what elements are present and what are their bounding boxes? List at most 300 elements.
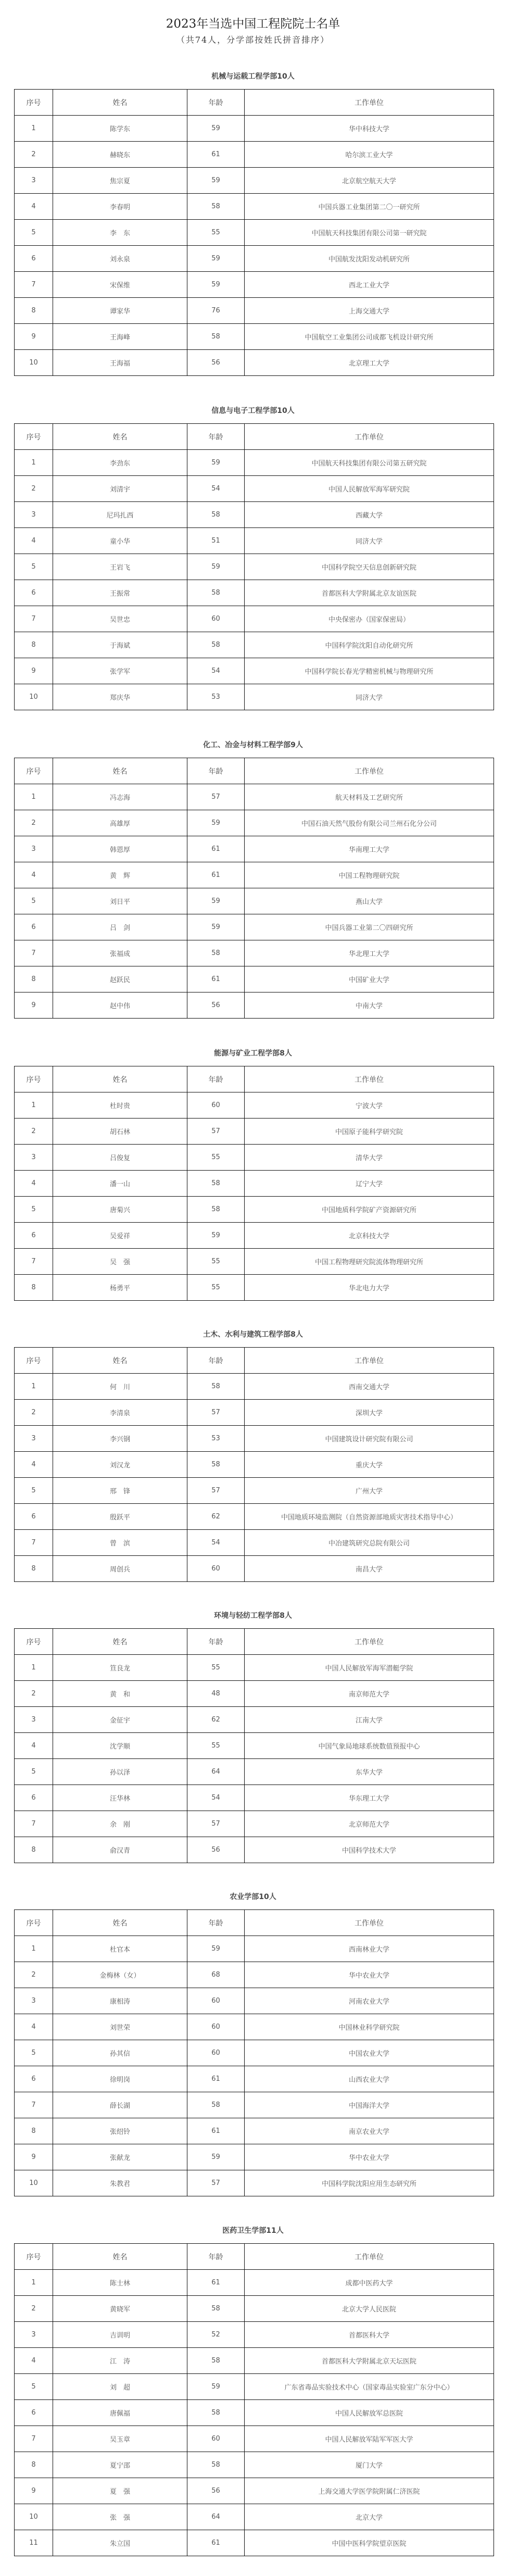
row-index: 7: [15, 1811, 53, 1837]
table-row: [15, 1504, 494, 1530]
row-index: 9: [15, 2478, 53, 2504]
member-organization: 重庆大学: [245, 1452, 494, 1478]
table-row: [15, 992, 494, 1019]
member-age: 56: [187, 350, 245, 376]
member-organization: 中国人民解放军陆军军医大学: [245, 2426, 494, 2452]
row-index: 3: [15, 1988, 53, 2014]
member-age: 52: [187, 2322, 245, 2348]
column-header-age: 年龄: [187, 1910, 245, 1936]
member-name: 殷跃平: [53, 1504, 187, 1530]
table-header-row: [15, 424, 494, 450]
member-age: 55: [187, 1145, 245, 1171]
column-header-index: 序号: [15, 758, 53, 784]
table-row: [15, 1811, 494, 1837]
member-age: 57: [187, 2170, 245, 2196]
column-header-organization: 工作单位: [245, 424, 494, 450]
row-index: 2: [15, 1962, 53, 1988]
member-organization: 中国地质环境监测院（自然资源部地质灾害技术指导中心）: [245, 1504, 494, 1530]
member-age: 55: [187, 1275, 245, 1301]
table-row: [15, 2478, 494, 2504]
member-age: 60: [187, 2014, 245, 2040]
member-age: 61: [187, 2270, 245, 2296]
table-row: [15, 1119, 494, 1145]
table-row: [15, 632, 494, 658]
row-index: 2: [15, 1119, 53, 1145]
member-organization: 西藏大学: [245, 502, 494, 528]
member-name: 黄 辉: [53, 862, 187, 888]
table-row: [15, 476, 494, 502]
member-age: 59: [187, 888, 245, 914]
table-row: [15, 1197, 494, 1223]
member-age: 59: [187, 914, 245, 940]
column-header-organization: 工作单位: [245, 1348, 494, 1374]
row-index: 8: [15, 1275, 53, 1301]
table-row: [15, 1707, 494, 1733]
row-index: 1: [15, 116, 53, 142]
member-name: 赫晓东: [53, 142, 187, 168]
row-index: 2: [15, 810, 53, 836]
row-index: 1: [15, 450, 53, 476]
table-row: [15, 2504, 494, 2530]
member-organization: 宁波大学: [245, 1092, 494, 1119]
row-index: 7: [15, 606, 53, 632]
member-age: 59: [187, 1223, 245, 1249]
column-header-age: 年龄: [187, 1066, 245, 1092]
member-age: 60: [187, 1092, 245, 1119]
member-name: 赵中伟: [53, 992, 187, 1019]
member-age: 61: [187, 836, 245, 862]
member-age: 54: [187, 1530, 245, 1556]
table-row: [15, 1962, 494, 1988]
table-row: [15, 966, 494, 992]
member-name: 王振常: [53, 580, 187, 606]
member-name: 邢 锋: [53, 1478, 187, 1504]
member-organization: 西北工业大学: [245, 272, 494, 298]
table-row: [15, 1681, 494, 1707]
table-row: [15, 1837, 494, 1863]
column-header-organization: 工作单位: [245, 1910, 494, 1936]
row-index: 4: [15, 2348, 53, 2374]
row-index: 1: [15, 784, 53, 810]
row-index: 1: [15, 1936, 53, 1962]
member-age: 60: [187, 2426, 245, 2452]
table-row: [15, 2144, 494, 2170]
member-organization: 广东省毒品实验技术中心（国家毒品实验室广东分中心）: [245, 2374, 494, 2400]
row-index: 8: [15, 2118, 53, 2144]
row-index: 4: [15, 1452, 53, 1478]
row-index: 10: [15, 350, 53, 376]
row-index: 11: [15, 2530, 53, 2556]
table-row: [15, 1426, 494, 1452]
member-age: 58: [187, 2452, 245, 2478]
member-organization: 厦门大学: [245, 2452, 494, 2478]
member-organization: 首都医科大学附属北京友谊医院: [245, 580, 494, 606]
row-index: 6: [15, 2400, 53, 2426]
table-row: [15, 2092, 494, 2118]
member-age: 61: [187, 142, 245, 168]
member-age: 59: [187, 272, 245, 298]
row-index: 6: [15, 246, 53, 272]
member-age: 58: [187, 2296, 245, 2322]
member-age: 56: [187, 992, 245, 1019]
member-name: 金梅林（女）: [53, 1962, 187, 1988]
section-heading: 医药卫生学部11人: [222, 2227, 284, 2235]
member-name: 张福成: [53, 940, 187, 966]
member-age: 59: [187, 2144, 245, 2170]
member-age: 61: [187, 2118, 245, 2144]
member-organization: 中国兵器工业第二〇四研究所: [245, 914, 494, 940]
member-name: 俞汉青: [53, 1837, 187, 1863]
member-organization: 首都医科大学: [245, 2322, 494, 2348]
member-age: 54: [187, 476, 245, 502]
member-organization: 中国科学技术大学: [245, 1837, 494, 1863]
table-row: [15, 528, 494, 554]
member-name: 王海福: [53, 350, 187, 376]
member-age: 54: [187, 658, 245, 684]
roster-table: [14, 423, 494, 710]
row-index: 1: [15, 1092, 53, 1119]
column-header-age: 年龄: [187, 1348, 245, 1374]
row-index: 1: [15, 2270, 53, 2296]
row-index: 3: [15, 1426, 53, 1452]
column-header-name: 姓名: [53, 424, 187, 450]
row-index: 7: [15, 1249, 53, 1275]
member-name: 杜官本: [53, 1936, 187, 1962]
member-organization: 中国林业科学研究院: [245, 2014, 494, 2040]
member-age: 58: [187, 1452, 245, 1478]
member-age: 59: [187, 554, 245, 580]
row-index: 8: [15, 966, 53, 992]
member-name: 余 刚: [53, 1811, 187, 1837]
table-row: [15, 1785, 494, 1811]
member-name: 吕 剑: [53, 914, 187, 940]
row-index: 9: [15, 324, 53, 350]
member-organization: 中国中医科学院望京医院: [245, 2530, 494, 2556]
table-row: [15, 1275, 494, 1301]
table-row: [15, 554, 494, 580]
roster-table: [14, 89, 494, 376]
row-index: 8: [15, 1837, 53, 1863]
member-name: 江 涛: [53, 2348, 187, 2374]
column-header-index: 序号: [15, 1066, 53, 1092]
member-name: 杨勇平: [53, 1275, 187, 1301]
member-organization: 中国航天科技集团有限公司第五研究院: [245, 450, 494, 476]
member-organization: 中国科学院长春光学精密机械与物理研究所: [245, 658, 494, 684]
member-organization: 东华大学: [245, 1759, 494, 1785]
table-header-row: [15, 1348, 494, 1374]
table-header-row: [15, 90, 494, 116]
member-name: 高雄厚: [53, 810, 187, 836]
table-row: [15, 1530, 494, 1556]
table-row: [15, 2066, 494, 2092]
member-organization: 中国科学院沈阳自动化研究所: [245, 632, 494, 658]
member-age: 60: [187, 1556, 245, 1582]
member-organization: 中国科学院空天信息创新研究院: [245, 554, 494, 580]
member-organization: 成都中医药大学: [245, 2270, 494, 2296]
member-organization: 华东理工大学: [245, 1785, 494, 1811]
table-row: [15, 914, 494, 940]
member-age: 58: [187, 580, 245, 606]
member-organization: 同济大学: [245, 528, 494, 554]
member-organization: 中国航发沈阳发动机研究所: [245, 246, 494, 272]
member-name: 朱立国: [53, 2530, 187, 2556]
row-index: 2: [15, 2296, 53, 2322]
member-organization: 中国工程物理研究院流体物理研究所: [245, 1249, 494, 1275]
member-name: 孙以泽: [53, 1759, 187, 1785]
table-row: [15, 324, 494, 350]
member-organization: 中国建筑设计研究院有限公司: [245, 1426, 494, 1452]
member-name: 刘 超: [53, 2374, 187, 2400]
section-heading: 化工、冶金与材料工程学部9人: [203, 741, 303, 749]
table-row: [15, 502, 494, 528]
member-age: 62: [187, 1504, 245, 1530]
member-organization: 河南农业大学: [245, 1988, 494, 2014]
member-name: 吉训明: [53, 2322, 187, 2348]
table-row: [15, 2452, 494, 2478]
member-organization: 深圳大学: [245, 1400, 494, 1426]
row-index: 4: [15, 528, 53, 554]
table-header-row: [15, 1910, 494, 1936]
row-index: 7: [15, 272, 53, 298]
section-heading: 土木、水利与建筑工程学部8人: [203, 1330, 303, 1339]
member-age: 64: [187, 1759, 245, 1785]
column-header-index: 序号: [15, 424, 53, 450]
member-name: 宋保维: [53, 272, 187, 298]
roster-table: [14, 1909, 494, 2196]
row-index: 8: [15, 1556, 53, 1582]
member-name: 笪良龙: [53, 1655, 187, 1681]
table-row: [15, 2426, 494, 2452]
member-organization: 中国原子能科学研究院: [245, 1119, 494, 1145]
row-index: 7: [15, 940, 53, 966]
member-organization: 同济大学: [245, 684, 494, 710]
member-name: 焦宗夏: [53, 168, 187, 194]
row-index: 10: [15, 2170, 53, 2196]
member-name: 张献龙: [53, 2144, 187, 2170]
row-index: 9: [15, 992, 53, 1019]
row-index: 7: [15, 2426, 53, 2452]
table-row: [15, 142, 494, 168]
row-index: 5: [15, 220, 53, 246]
table-row: [15, 1478, 494, 1504]
table-row: [15, 272, 494, 298]
table-row: [15, 2014, 494, 2040]
table-row: [15, 246, 494, 272]
member-organization: 西南林业大学: [245, 1936, 494, 1962]
table-header-row: [15, 2244, 494, 2270]
row-index: 3: [15, 2322, 53, 2348]
row-index: 5: [15, 2040, 53, 2066]
row-index: 7: [15, 1530, 53, 1556]
member-age: 64: [187, 2504, 245, 2530]
member-age: 58: [187, 2092, 245, 2118]
member-name: 金征宇: [53, 1707, 187, 1733]
member-name: 李兴钢: [53, 1426, 187, 1452]
member-organization: 江南大学: [245, 1707, 494, 1733]
table-row: [15, 2530, 494, 2556]
table-row: [15, 1988, 494, 2014]
member-organization: 北京理工大学: [245, 350, 494, 376]
table-row: [15, 1556, 494, 1582]
table-row: [15, 168, 494, 194]
row-index: 6: [15, 1223, 53, 1249]
member-organization: 清华大学: [245, 1145, 494, 1171]
member-name: 潘一山: [53, 1171, 187, 1197]
member-name: 薛长湖: [53, 2092, 187, 2118]
member-name: 吴 强: [53, 1249, 187, 1275]
member-organization: 中国海洋大学: [245, 2092, 494, 2118]
column-header-index: 序号: [15, 1348, 53, 1374]
member-age: 68: [187, 1962, 245, 1988]
member-organization: 中国矿业大学: [245, 966, 494, 992]
member-age: 51: [187, 528, 245, 554]
column-header-index: 序号: [15, 1910, 53, 1936]
member-age: 58: [187, 940, 245, 966]
member-name: 张绍铃: [53, 2118, 187, 2144]
member-age: 55: [187, 1249, 245, 1275]
table-row: [15, 606, 494, 632]
member-name: 冯志海: [53, 784, 187, 810]
member-name: 胡石林: [53, 1119, 187, 1145]
member-name: 吴世忠: [53, 606, 187, 632]
member-name: 徐明岗: [53, 2066, 187, 2092]
member-organization: 中国兵器工业集团第二〇一研究所: [245, 194, 494, 220]
table-row: [15, 1733, 494, 1759]
member-organization: 中国人民解放军海军研究院: [245, 476, 494, 502]
column-header-name: 姓名: [53, 1348, 187, 1374]
member-organization: 中国人民解放军总医院: [245, 2400, 494, 2426]
table-row: [15, 2040, 494, 2066]
row-index: 5: [15, 1478, 53, 1504]
column-header-age: 年龄: [187, 758, 245, 784]
member-name: 张学军: [53, 658, 187, 684]
row-index: 5: [15, 554, 53, 580]
table-row: [15, 862, 494, 888]
member-organization: 燕山大学: [245, 888, 494, 914]
member-organization: 中国气象局地球系统数值预报中心: [245, 1733, 494, 1759]
member-organization: 辽宁大学: [245, 1171, 494, 1197]
column-header-name: 姓名: [53, 1910, 187, 1936]
row-index: 5: [15, 1759, 53, 1785]
member-organization: 哈尔滨工业大学: [245, 142, 494, 168]
member-name: 周创兵: [53, 1556, 187, 1582]
row-index: 10: [15, 2504, 53, 2530]
member-age: 60: [187, 1988, 245, 2014]
member-age: 59: [187, 116, 245, 142]
member-age: 59: [187, 2374, 245, 2400]
row-index: 8: [15, 298, 53, 324]
table-row: [15, 2348, 494, 2374]
member-name: 陈士林: [53, 2270, 187, 2296]
member-name: 尼玛扎西: [53, 502, 187, 528]
member-age: 58: [187, 194, 245, 220]
table-row: [15, 2118, 494, 2144]
row-index: 9: [15, 658, 53, 684]
column-header-name: 姓名: [53, 1629, 187, 1655]
column-header-age: 年龄: [187, 1629, 245, 1655]
table-row: [15, 2170, 494, 2196]
member-organization: 中国工程物理研究院: [245, 862, 494, 888]
table-row: [15, 1223, 494, 1249]
member-age: 53: [187, 1426, 245, 1452]
member-name: 黄 和: [53, 1681, 187, 1707]
member-name: 孙其信: [53, 2040, 187, 2066]
row-index: 4: [15, 1171, 53, 1197]
member-name: 夏宁邵: [53, 2452, 187, 2478]
row-index: 6: [15, 914, 53, 940]
member-organization: 北京师范大学: [245, 1811, 494, 1837]
member-name: 何 川: [53, 1374, 187, 1400]
member-name: 刘日平: [53, 888, 187, 914]
member-organization: 北京科技大学: [245, 1223, 494, 1249]
table-row: [15, 194, 494, 220]
member-organization: 南京农业大学: [245, 2118, 494, 2144]
roster-table: [14, 758, 494, 1019]
member-age: 61: [187, 2066, 245, 2092]
member-organization: 上海交通大学医学院附属仁济医院: [245, 2478, 494, 2504]
member-name: 王岩飞: [53, 554, 187, 580]
table-row: [15, 298, 494, 324]
member-name: 李劲东: [53, 450, 187, 476]
row-index: 6: [15, 1504, 53, 1530]
row-index: 3: [15, 502, 53, 528]
column-header-age: 年龄: [187, 90, 245, 116]
roster-table: [14, 1066, 494, 1301]
column-header-age: 年龄: [187, 2244, 245, 2270]
row-index: 2: [15, 142, 53, 168]
row-index: 3: [15, 1707, 53, 1733]
member-age: 57: [187, 784, 245, 810]
member-organization: 北京航空航天大学: [245, 168, 494, 194]
table-row: [15, 1452, 494, 1478]
table-row: [15, 1145, 494, 1171]
member-organization: 南昌大学: [245, 1556, 494, 1582]
member-age: 59: [187, 1936, 245, 1962]
member-name: 张 强: [53, 2504, 187, 2530]
member-organization: 上海交通大学: [245, 298, 494, 324]
member-name: 谭家华: [53, 298, 187, 324]
roster-table: [14, 1347, 494, 1582]
member-age: 58: [187, 1171, 245, 1197]
member-organization: 中国石油天然气股份有限公司兰州石化分公司: [245, 810, 494, 836]
row-index: 3: [15, 836, 53, 862]
member-age: 58: [187, 502, 245, 528]
member-age: 60: [187, 606, 245, 632]
table-row: [15, 450, 494, 476]
member-age: 57: [187, 1119, 245, 1145]
member-age: 58: [187, 1197, 245, 1223]
member-name: 李 东: [53, 220, 187, 246]
row-index: 3: [15, 1145, 53, 1171]
section-heading: 农业学部10人: [230, 1893, 276, 1901]
member-name: 唐佩福: [53, 2400, 187, 2426]
table-row: [15, 658, 494, 684]
member-age: 56: [187, 1837, 245, 1863]
member-organization: 北京大学人民医院: [245, 2296, 494, 2322]
member-name: 赵跃民: [53, 966, 187, 992]
column-header-organization: 工作单位: [245, 1629, 494, 1655]
member-age: 60: [187, 2040, 245, 2066]
table-header-row: [15, 1629, 494, 1655]
member-organization: 华中科技大学: [245, 116, 494, 142]
roster-table: [14, 1628, 494, 1863]
column-header-organization: 工作单位: [245, 90, 494, 116]
table-row: [15, 2296, 494, 2322]
member-age: 58: [187, 324, 245, 350]
member-age: 57: [187, 1400, 245, 1426]
member-organization: 中南大学: [245, 992, 494, 1019]
column-header-name: 姓名: [53, 758, 187, 784]
